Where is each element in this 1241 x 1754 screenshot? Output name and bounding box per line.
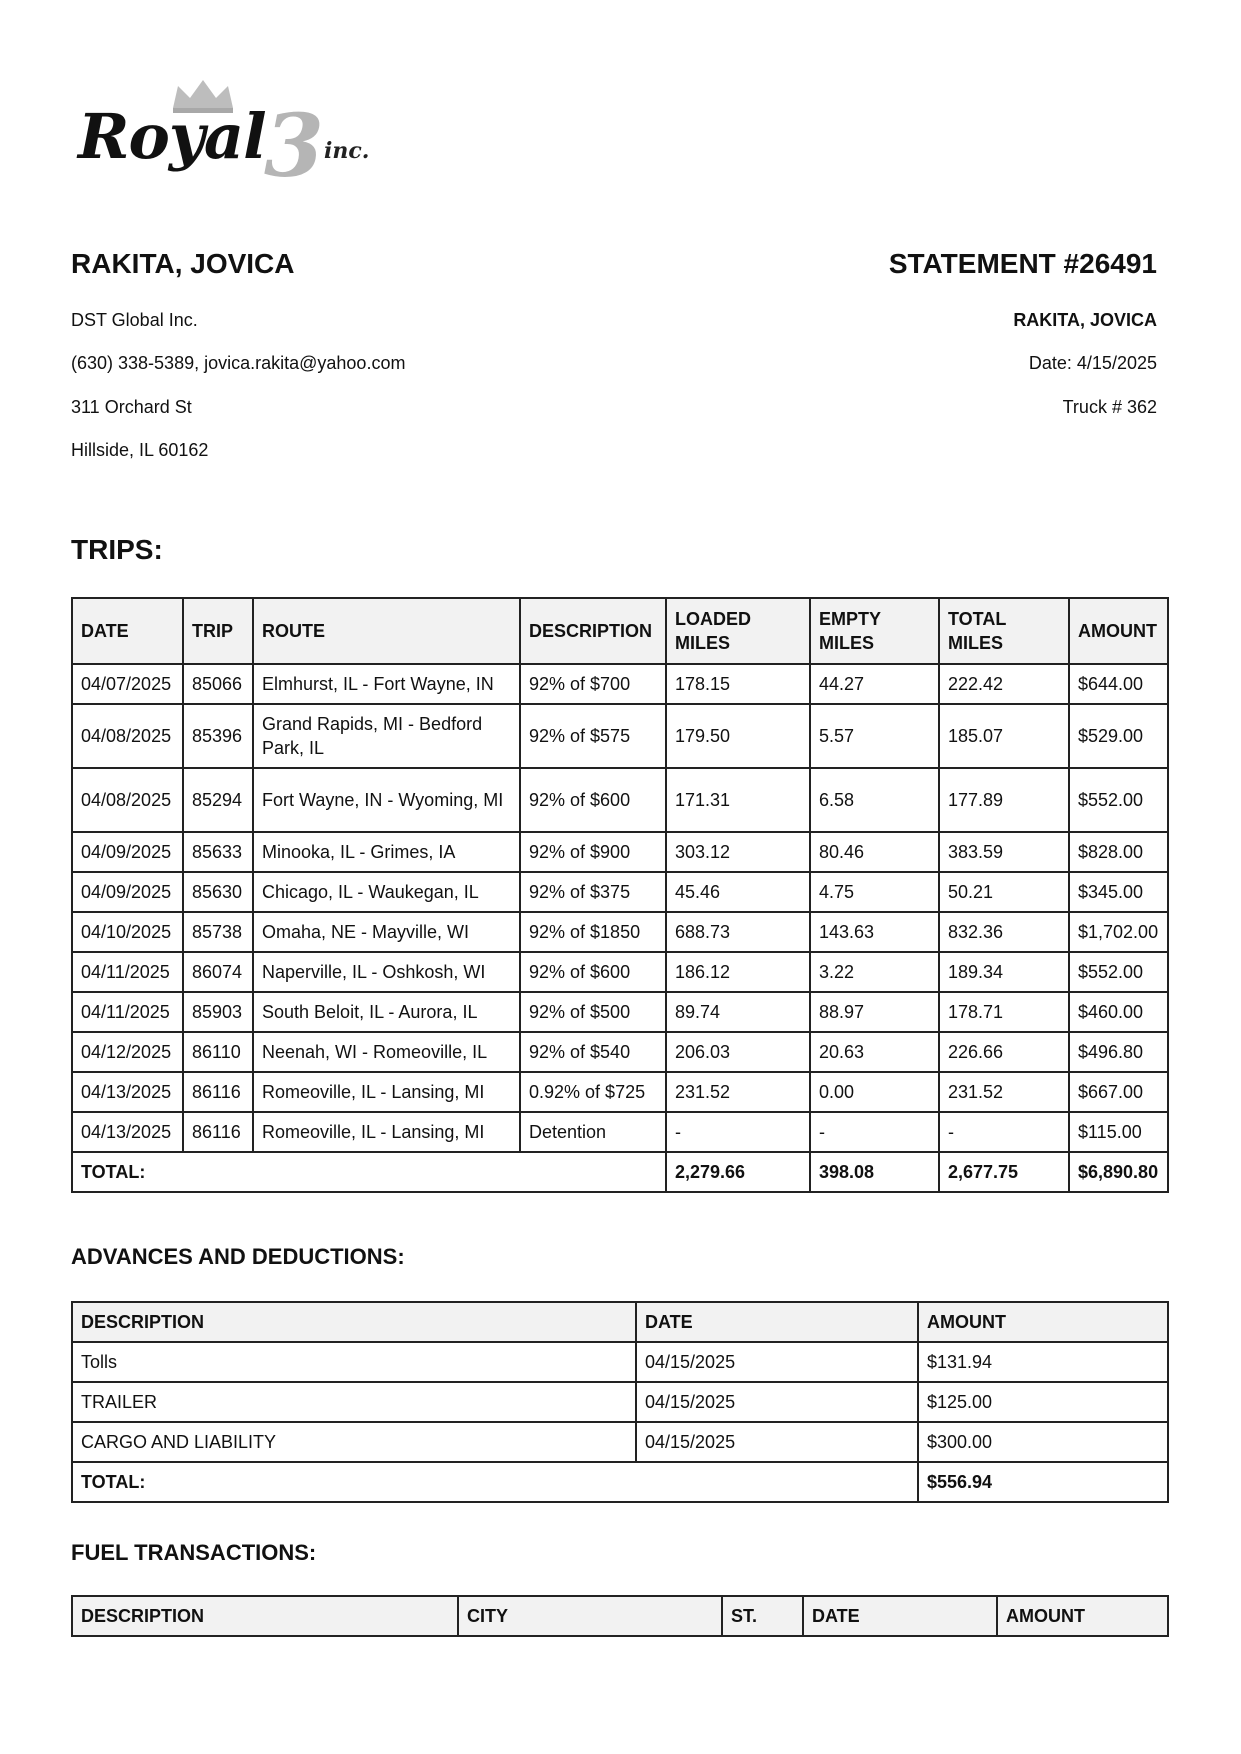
trip-route: Chicago, IL - Waukegan, IL [253, 872, 520, 912]
trips-total-row [72, 1152, 1168, 1192]
statement-truck: Truck # 362 [1062, 397, 1157, 417]
advances-total-row [72, 1462, 1168, 1502]
trip-description: 92% of $1850 [520, 912, 666, 952]
deduction-date: 04/15/2025 [636, 1382, 918, 1422]
table-row [72, 1382, 1168, 1422]
trip-empty-miles: 44.27 [810, 664, 939, 704]
col-header-amount: AMOUNT [1069, 598, 1168, 664]
trips-total-label: TOTAL: [72, 1152, 666, 1192]
table-row [72, 664, 1168, 704]
trip-amount: $552.00 [1069, 768, 1168, 832]
col-header-description: DESCRIPTION [72, 1596, 458, 1636]
deduction-amount: $125.00 [918, 1382, 1168, 1422]
deduction-description: TRAILER [72, 1382, 636, 1422]
deduction-date: 04/15/2025 [636, 1422, 918, 1462]
trip-empty-miles: 4.75 [810, 872, 939, 912]
driver-address-line1: 311 Orchard St [71, 397, 192, 417]
trip-amount: $115.00 [1069, 1112, 1168, 1152]
trip-route: Omaha, NE - Mayville, WI [253, 912, 520, 952]
col-header-description: DESCRIPTION [72, 1302, 636, 1342]
statement-driver-name: RAKITA, JOVICA [1013, 310, 1157, 330]
trip-loaded-miles: 303.12 [666, 832, 810, 872]
trip-date: 04/11/2025 [72, 952, 183, 992]
col-header-trip: TRIP [183, 598, 253, 664]
statement-date: Date: 4/15/2025 [1028, 353, 1157, 373]
trip-loaded-miles: 45.46 [666, 872, 810, 912]
trip-date: 04/08/2025 [72, 704, 183, 768]
trip-number: 86116 [183, 1072, 253, 1112]
trip-route: Fort Wayne, IN - Wyoming, MI [253, 768, 520, 832]
trip-loaded-miles: 89.74 [666, 992, 810, 1032]
trip-number: 85630 [183, 872, 253, 912]
trip-loaded-miles: - [666, 1112, 810, 1152]
trip-total-miles: 185.07 [939, 704, 1069, 768]
trip-date: 04/08/2025 [72, 768, 183, 832]
trip-number: 86074 [183, 952, 253, 992]
trip-total-miles: 178.71 [939, 992, 1069, 1032]
trip-description: 92% of $540 [520, 1032, 666, 1072]
deduction-description: CARGO AND LIABILITY [72, 1422, 636, 1462]
trip-number: 86110 [183, 1032, 253, 1072]
col-header-amount: AMOUNT [918, 1302, 1168, 1342]
trip-date: 04/12/2025 [72, 1032, 183, 1072]
deduction-amount: $131.94 [918, 1342, 1168, 1382]
trip-amount: $667.00 [1069, 1072, 1168, 1112]
driver-address-line2: Hillside, IL 60162 [71, 440, 209, 460]
table-row [72, 704, 1168, 768]
col-header-date: DATE [803, 1596, 997, 1636]
advances-total-amount: $556.94 [918, 1462, 1168, 1502]
trip-empty-miles: 5.57 [810, 704, 939, 768]
trip-route: Grand Rapids, MI - Bedford Park, IL [253, 704, 520, 768]
trip-loaded-miles: 178.15 [666, 664, 810, 704]
table-row [72, 1032, 1168, 1072]
logo-numeral: 3 [264, 96, 324, 197]
col-header-loaded-miles: LOADED MILES [666, 598, 810, 664]
table-row [72, 832, 1168, 872]
trip-amount: $1,702.00 [1069, 912, 1168, 952]
company-logo [78, 78, 378, 197]
trips-total-loaded: 2,279.66 [666, 1152, 810, 1192]
trip-total-miles: 177.89 [939, 768, 1069, 832]
table-row [72, 992, 1168, 1032]
trip-amount: $345.00 [1069, 872, 1168, 912]
trip-date: 04/13/2025 [72, 1112, 183, 1152]
trip-date: 04/13/2025 [72, 1072, 183, 1112]
trip-number: 85294 [183, 768, 253, 832]
trip-total-miles: - [939, 1112, 1069, 1152]
deduction-date: 04/15/2025 [636, 1342, 918, 1382]
col-header-amount: AMOUNT [997, 1596, 1168, 1636]
trip-loaded-miles: 231.52 [666, 1072, 810, 1112]
trip-number: 85066 [183, 664, 253, 704]
trip-total-miles: 832.36 [939, 912, 1069, 952]
col-header-description: DESCRIPTION [520, 598, 666, 664]
trip-date: 04/09/2025 [72, 832, 183, 872]
trip-total-miles: 231.52 [939, 1072, 1069, 1112]
trip-amount: $644.00 [1069, 664, 1168, 704]
col-header-date: DATE [72, 598, 183, 664]
trip-description: 92% of $700 [520, 664, 666, 704]
trip-empty-miles: - [810, 1112, 939, 1152]
trip-number: 85633 [183, 832, 253, 872]
col-header-date: DATE [636, 1302, 918, 1342]
trip-description: 92% of $575 [520, 704, 666, 768]
col-header-empty-miles: EMPTY MILES [810, 598, 939, 664]
table-row [72, 952, 1168, 992]
trip-description: 0.92% of $725 [520, 1072, 666, 1112]
trips-total-amount: $6,890.80 [1069, 1152, 1168, 1192]
trip-loaded-miles: 206.03 [666, 1032, 810, 1072]
col-header-state: ST. [722, 1596, 803, 1636]
trip-route: Minooka, IL - Grimes, IA [253, 832, 520, 872]
trip-loaded-miles: 171.31 [666, 768, 810, 832]
trip-loaded-miles: 688.73 [666, 912, 810, 952]
trip-description: 92% of $375 [520, 872, 666, 912]
trip-route: Romeoville, IL - Lansing, MI [253, 1072, 520, 1112]
trip-description: 92% of $600 [520, 768, 666, 832]
trip-description: Detention [520, 1112, 666, 1152]
col-header-city: CITY [458, 1596, 722, 1636]
trip-route: Neenah, WI - Romeoville, IL [253, 1032, 520, 1072]
logo-word: Royal [78, 100, 266, 173]
trip-empty-miles: 143.63 [810, 912, 939, 952]
trip-empty-miles: 0.00 [810, 1072, 939, 1112]
statement-number-heading: STATEMENT #26491 [888, 248, 1157, 279]
table-row [72, 1112, 1168, 1152]
trip-empty-miles: 88.97 [810, 992, 939, 1032]
trip-description: 92% of $600 [520, 952, 666, 992]
trip-number: 86116 [183, 1112, 253, 1152]
trip-route: Romeoville, IL - Lansing, MI [253, 1112, 520, 1152]
driver-contact: (630) 338-5389, jovica.rakita@yahoo.com [71, 353, 406, 373]
trip-date: 04/07/2025 [72, 664, 183, 704]
table-row [72, 912, 1168, 952]
deduction-description: Tolls [72, 1342, 636, 1382]
driver-company: DST Global Inc. [71, 310, 198, 330]
trip-empty-miles: 3.22 [810, 952, 939, 992]
advances-total-label: TOTAL: [72, 1462, 918, 1502]
trip-number: 85396 [183, 704, 253, 768]
trip-route: Elmhurst, IL - Fort Wayne, IN [253, 664, 520, 704]
fuel-table [71, 1595, 1169, 1637]
trip-total-miles: 226.66 [939, 1032, 1069, 1072]
table-row [72, 1342, 1168, 1382]
table-row [72, 1072, 1168, 1112]
advances-section-title: ADVANCES AND DEDUCTIONS: [71, 1244, 405, 1269]
table-row [72, 1422, 1168, 1462]
trips-table [71, 597, 1169, 1193]
trip-loaded-miles: 186.12 [666, 952, 810, 992]
trip-total-miles: 222.42 [939, 664, 1069, 704]
trips-section-title: TRIPS: [71, 534, 163, 565]
advances-table [71, 1301, 1169, 1503]
trip-date: 04/11/2025 [72, 992, 183, 1032]
trip-total-miles: 383.59 [939, 832, 1069, 872]
trip-amount: $496.80 [1069, 1032, 1168, 1072]
fuel-header-row [72, 1596, 1168, 1636]
logo-suffix: inc. [324, 138, 370, 164]
advances-header-row [72, 1302, 1168, 1342]
trip-amount: $529.00 [1069, 704, 1168, 768]
deduction-amount: $300.00 [918, 1422, 1168, 1462]
trips-total-miles: 2,677.75 [939, 1152, 1069, 1192]
trip-description: 92% of $900 [520, 832, 666, 872]
fuel-section-title: FUEL TRANSACTIONS: [71, 1540, 317, 1565]
trips-total-empty: 398.08 [810, 1152, 939, 1192]
col-header-total-miles: TOTAL MILES [939, 598, 1069, 664]
trip-description: 92% of $500 [520, 992, 666, 1032]
table-row [72, 872, 1168, 912]
trip-number: 85903 [183, 992, 253, 1032]
trip-loaded-miles: 179.50 [666, 704, 810, 768]
col-header-route: ROUTE [253, 598, 520, 664]
driver-name-heading: RAKITA, JOVICA [71, 248, 295, 279]
trip-empty-miles: 80.46 [810, 832, 939, 872]
trip-total-miles: 50.21 [939, 872, 1069, 912]
trip-empty-miles: 20.63 [810, 1032, 939, 1072]
trip-amount: $552.00 [1069, 952, 1168, 992]
trip-route: South Beloit, IL - Aurora, IL [253, 992, 520, 1032]
trips-header-row [72, 598, 1168, 664]
trip-empty-miles: 6.58 [810, 768, 939, 832]
trip-date: 04/10/2025 [72, 912, 183, 952]
trip-number: 85738 [183, 912, 253, 952]
trip-amount: $828.00 [1069, 832, 1168, 872]
trip-total-miles: 189.34 [939, 952, 1069, 992]
trip-amount: $460.00 [1069, 992, 1168, 1032]
trip-date: 04/09/2025 [72, 872, 183, 912]
trip-route: Naperville, IL - Oshkosh, WI [253, 952, 520, 992]
table-row [72, 768, 1168, 832]
